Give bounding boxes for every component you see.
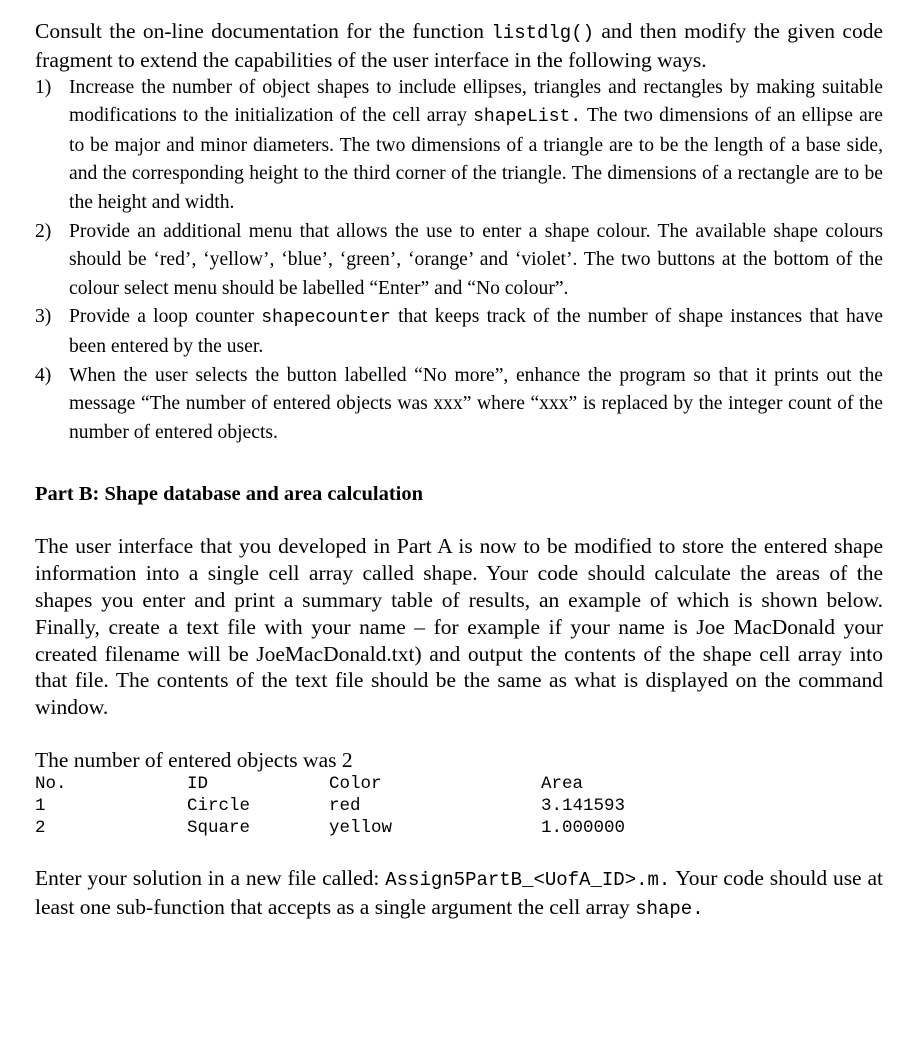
closing-text-2: Your code should use at least one sub-function that accepts as a single argument the cell array xyxy=(35,865,883,919)
task-number: 1) xyxy=(35,76,52,98)
cell-area: 3.141593 xyxy=(541,795,626,816)
table-row xyxy=(35,817,661,839)
table-header-row xyxy=(35,773,661,795)
header-area: Area xyxy=(541,773,584,794)
intro-paragraph xyxy=(35,18,883,74)
part-b-heading: Part B: Shape database and area calculation xyxy=(35,483,423,506)
task-number: 3) xyxy=(35,306,52,328)
cell-no: 2 xyxy=(35,817,46,838)
task-item-4 xyxy=(35,362,883,448)
header-id: ID xyxy=(187,773,209,794)
table-row xyxy=(35,795,661,817)
intro-text-1: Consult the on-line documentation for the function xyxy=(35,19,492,43)
sample-output-title: The number of entered objects was 2 xyxy=(35,747,353,772)
task-text: that keeps track of the number of shape instances that have been entered by the user. xyxy=(69,306,883,357)
task-item-2 xyxy=(35,218,883,304)
code-listdlg: listdlg() xyxy=(491,22,595,44)
code-shapecounter: shapecounter xyxy=(261,308,391,329)
task-text: Provide a loop counter xyxy=(69,306,262,328)
part-b-paragraph: The user interface that you developed in Part A is now to be modified to store the entered shape information into a single cell array called shape. Your code should calculate the areas of the shapes you enter and print a summary table of results, an example of which is shown below. Finally, create a text file with your name – for example if your name is Joe MacDonald your created filename will be JoeMacDonald.txt) and output the contents of the shape cell array into that file. The contents of the text file should be the same as what is displayed on the command window. xyxy=(35,534,883,720)
task-number: 2) xyxy=(35,220,52,242)
task-text: When the user selects the button labelled “No more”, enhance the program so that it prints out the message “The number of entered objects was xxx” where “xxx” is replaced by the integer count of the number of entered objects. xyxy=(69,364,883,443)
task-item-1 xyxy=(35,74,883,218)
code-filename: Assign5PartB_<UofA_ID>.m. xyxy=(385,868,671,891)
code-shapelist: shapeList. xyxy=(473,107,582,128)
results-table xyxy=(35,773,661,839)
closing-text-1: Enter your solution in a new file called: xyxy=(35,865,386,890)
closing-paragraph xyxy=(35,865,883,923)
task-text: Increase the number of object shapes to include ellipses, triangles and rectangles by making suitable modifications to the initialization of the cell array xyxy=(69,76,883,127)
header-no: No. xyxy=(35,773,67,794)
cell-no: 1 xyxy=(35,795,46,816)
cell-area: 1.000000 xyxy=(541,817,626,838)
task-item-3 xyxy=(35,303,883,361)
task-list xyxy=(35,74,883,448)
cell-id: Square xyxy=(187,817,251,838)
task-text: Provide an additional menu that allows the use to enter a shape colour. The available shape colours should be ‘red’, ‘yellow’, ‘blue’, ‘green’, ‘orange’ and ‘violet’. The two buttons at the bottom of the colour select menu should be labelled “Enter” and “No colour”. xyxy=(69,220,883,299)
cell-id: Circle xyxy=(187,795,251,816)
cell-color: yellow xyxy=(329,817,393,838)
header-color: Color xyxy=(329,773,382,794)
intro-text-2: and then modify the given code fragment to extend the capabilities of the user interface in the following ways. xyxy=(35,19,883,72)
code-shape: shape. xyxy=(635,897,704,920)
task-number: 4) xyxy=(35,364,52,386)
task-text: The two dimensions of an ellipse are to be major and minor diameters. The two dimensions of a triangle are to be the length of a base side, and the corresponding height to the third corner of the triangle. The dimensions of a rectangle are to be the height and width. xyxy=(69,105,883,213)
document-page xyxy=(35,18,883,922)
cell-color: red xyxy=(329,795,361,816)
